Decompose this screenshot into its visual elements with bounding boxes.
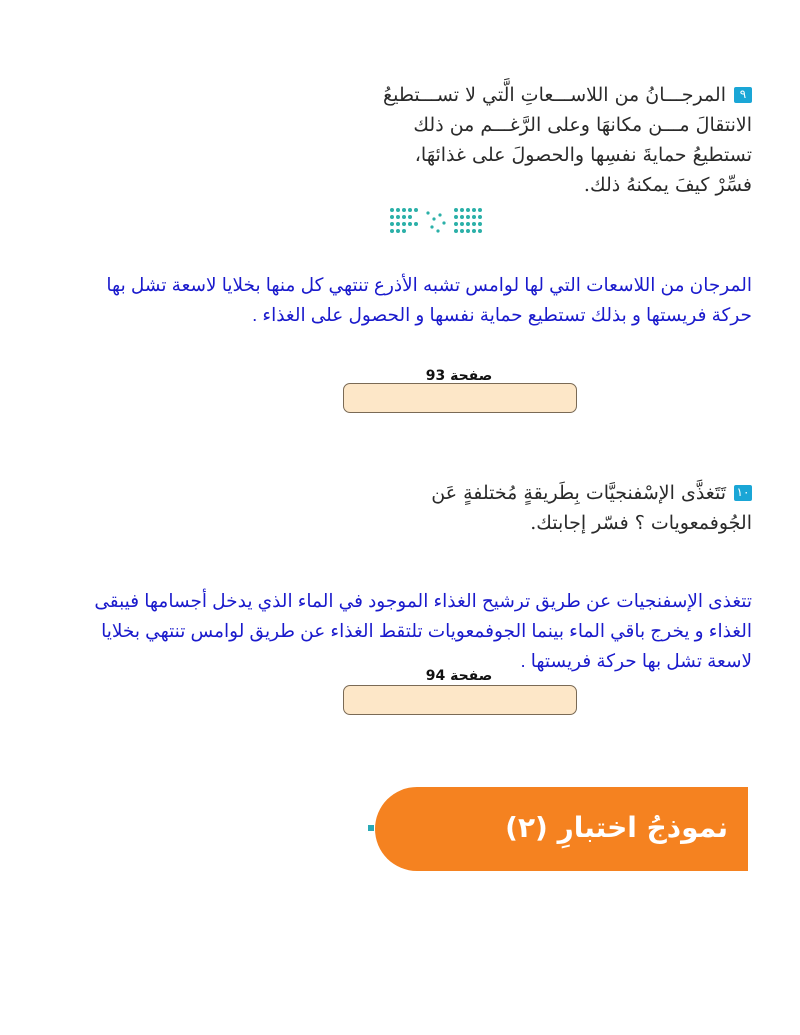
question-text: تَتَغذَّى الإسْفنجيَّات بِطَريقةٍ مُختلفةٍ عَن <box>431 482 726 504</box>
page-reference-label: صفحة 93 <box>425 368 493 384</box>
answer-line: تتغذى الإسفنجيات عن طريق ترشيح الغذاء الموجود في الماء الذي يدخل أجسامها فيبقى <box>94 590 752 611</box>
question-9 <box>322 80 752 200</box>
question-line <box>322 80 752 110</box>
question-line: تستطيعُ حمايةَ نفسِها والحصولَ على غذائهَا، <box>414 144 752 166</box>
section-banner-title: نموذجُ اختبارِ (٢) <box>505 811 728 844</box>
question-number-badge: ١٠ <box>734 485 752 501</box>
question-10 <box>322 478 752 538</box>
question-line <box>322 478 752 508</box>
answer-line: حركة فريستها و بذلك تستطيع حماية نفسها و الحصول على الغذاء . <box>252 304 752 325</box>
question-line: الجُوفمعويات ؟ فسّر إجابتك. <box>530 512 752 534</box>
banner-accent <box>368 825 374 831</box>
answer-line: لاسعة تشل بها حركة فريستها . <box>520 650 752 671</box>
answer-10 <box>40 586 752 676</box>
question-line: الانتقالَ مـــن مكانهَا وعلى الرَّغـــم من ذلك <box>413 114 752 136</box>
question-number-badge: ٩ <box>734 87 752 103</box>
answer-9 <box>40 270 752 330</box>
answer-line: المرجان من اللاسعات التي لها لوامس تشبه الأذرع تنتهي كل منها بخلايا لاسعة تشل بها <box>106 274 752 295</box>
dotted-pattern-icon <box>388 205 486 237</box>
page-reference-box[interactable] <box>343 685 577 715</box>
question-line: فسِّرْ كيفَ يمكنهُ ذلك. <box>583 174 752 196</box>
page-reference-label: صفحة 94 <box>425 668 493 684</box>
answer-line: الغذاء و يخرج باقي الماء بينما الجوفمعويات تلتقط الغذاء عن طريق لوامس تنتهي بخلايا <box>101 620 752 641</box>
question-text: المرجـــانُ من اللاســـعاتِ الَّتي لا تســـتطيعُ <box>382 84 726 106</box>
page-reference-box[interactable] <box>343 383 577 413</box>
